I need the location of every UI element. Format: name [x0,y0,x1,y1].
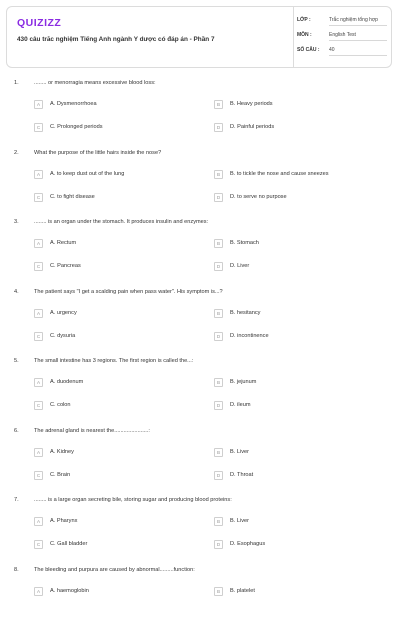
option-text: A. Pharynx [50,518,77,524]
option-letter-box: D [214,471,223,480]
option-a[interactable] [34,517,174,527]
option-letter-box: A [34,448,43,457]
option-letter-box: B [214,448,223,457]
option-letter-box: D [214,123,223,132]
option-c[interactable] [34,193,174,203]
option-letter-box: B [214,378,223,387]
option-letter-box: B [214,517,223,526]
option-letter-box: A [34,100,43,109]
option-letter-box: B [214,587,223,596]
question-text: ........ is a large organ secreting bile, storing sugar and producing blood proteins: [34,497,374,503]
question-item [0,428,400,498]
meta-class-underline [329,25,387,26]
option-letter-box: D [214,401,223,410]
question-text: The patient says "I get a scalding pain when pass water". His symptom is...? [34,289,374,295]
option-text: A. Rectum [50,240,76,246]
option-text: B. Stomach [230,240,259,246]
option-letter-box: B [214,100,223,109]
option-letter-box: A [34,378,43,387]
option-text: D. Painful periods [230,124,274,130]
option-b[interactable] [214,100,354,110]
option-letter-box: C [34,540,43,549]
option-letter-box: C [34,471,43,480]
option-text: A. urgency [50,310,77,316]
option-a[interactable] [34,309,174,319]
option-a[interactable] [34,100,174,110]
option-text: C. Gall bladder [50,541,87,547]
question-item [0,358,400,428]
quizizz-logo[interactable]: QUIZIZZ [17,17,61,29]
option-a[interactable] [34,448,174,458]
option-a[interactable] [34,378,174,388]
option-letter-box: C [34,123,43,132]
question-number: 3. [14,219,19,225]
question-number: 1. [14,80,19,86]
question-item [0,567,400,636]
option-text: B. jejunum [230,379,256,385]
question-text: ........ is an organ under the stomach. It produces insulin and enzymes: [34,219,374,225]
option-letter-box: D [214,193,223,202]
meta-subject-underline [329,40,387,41]
option-b[interactable] [214,239,354,249]
question-item [0,150,400,220]
option-b[interactable] [214,309,354,319]
option-text: C. Prolonged periods [50,124,103,130]
option-letter-box: A [34,587,43,596]
option-text: C. dysuria [50,333,75,339]
option-letter-box: C [34,401,43,410]
worksheet-header [6,6,392,68]
option-letter-box: A [34,309,43,318]
option-c[interactable] [34,332,174,342]
option-text: B. to tickle the nose and cause sneezes [230,171,329,177]
option-text: C. Brain [50,472,70,478]
option-c[interactable] [34,401,174,411]
option-text: D. Esophagus [230,541,265,547]
option-text: D. to serve no purpose [230,194,287,200]
option-letter-box: B [214,239,223,248]
option-letter-box: C [34,193,43,202]
option-text: A. duodenum [50,379,83,385]
option-c[interactable] [34,123,174,133]
question-text: The adrenal gland is nearest the......................: [34,428,374,434]
option-b[interactable] [214,587,354,597]
meta-count-value: 40 [329,47,335,53]
question-number: 7. [14,497,19,503]
option-text: D. incontinence [230,333,269,339]
option-text: A. Dysmenorrhoea [50,101,97,107]
question-list [0,80,400,636]
question-number: 6. [14,428,19,434]
option-letter-box: B [214,309,223,318]
option-text: A. to keep dust out of the lung [50,171,124,177]
question-number: 8. [14,567,19,573]
option-text: C. Pancreas [50,263,81,269]
question-text: What the purpose of the little hairs inside the nose? [34,150,374,156]
meta-count-row [291,47,391,57]
option-text: B. platelet [230,588,255,594]
meta-subject-value: English Test [329,32,356,38]
option-text: A. Kidney [50,449,74,455]
question-text: ........ or menorragia means excessive blood loss: [34,80,374,86]
option-text: D. ileum [230,402,251,408]
option-text: D. Liver [230,263,249,269]
option-a[interactable] [34,170,174,180]
option-d[interactable] [214,262,354,272]
option-letter-box: C [34,332,43,341]
option-letter-box: B [214,170,223,179]
option-c[interactable] [34,262,174,272]
option-text: A. haemoglobin [50,588,89,594]
option-text: B. Heavy periods [230,101,273,107]
option-b[interactable] [214,517,354,527]
meta-subject-row [291,32,391,42]
option-c[interactable] [34,540,174,550]
option-text: B. Liver [230,518,249,524]
question-text: The small intestine has 3 regions. The first region is called the...: [34,358,374,364]
question-number: 2. [14,150,19,156]
option-text: D. Throat [230,472,253,478]
page-title: 430 câu trắc nghiệm Tiếng Anh ngành Y dược có đáp án - Phần 7 [17,36,282,43]
option-b[interactable] [214,378,354,388]
option-letter-box: D [214,540,223,549]
question-item [0,80,400,150]
question-number: 5. [14,358,19,364]
option-letter-box: C [34,262,43,271]
option-a[interactable] [34,587,174,597]
option-letter-box: D [214,332,223,341]
option-text: B. hesitancy [230,310,260,316]
option-c[interactable] [34,471,174,481]
meta-class-row [291,17,391,27]
option-a[interactable] [34,239,174,249]
meta-class-label: LỚP : [297,17,311,23]
meta-class-value: Trắc nghiệm tổng hợp [329,17,378,23]
question-item [0,497,400,567]
option-b[interactable] [214,448,354,458]
option-text: C. colon [50,402,71,408]
option-text: C. to fight disease [50,194,95,200]
option-d[interactable] [214,401,354,411]
option-d[interactable] [214,193,354,203]
option-d[interactable] [214,332,354,342]
option-d[interactable] [214,471,354,481]
question-text: The bleeding and purpura are caused by abnormal.........function: [34,567,374,573]
option-d[interactable] [214,540,354,550]
meta-subject-label: MÔN : [297,32,312,38]
option-letter-box: D [214,262,223,271]
option-letter-box: A [34,239,43,248]
meta-count-label: SỐ CÂU : [297,47,320,53]
option-text: B. Liver [230,449,249,455]
meta-count-underline [329,55,387,56]
question-item [0,289,400,359]
question-item [0,219,400,289]
option-d[interactable] [214,123,354,133]
option-letter-box: A [34,170,43,179]
option-letter-box: A [34,517,43,526]
option-b[interactable] [214,170,354,180]
question-number: 4. [14,289,19,295]
